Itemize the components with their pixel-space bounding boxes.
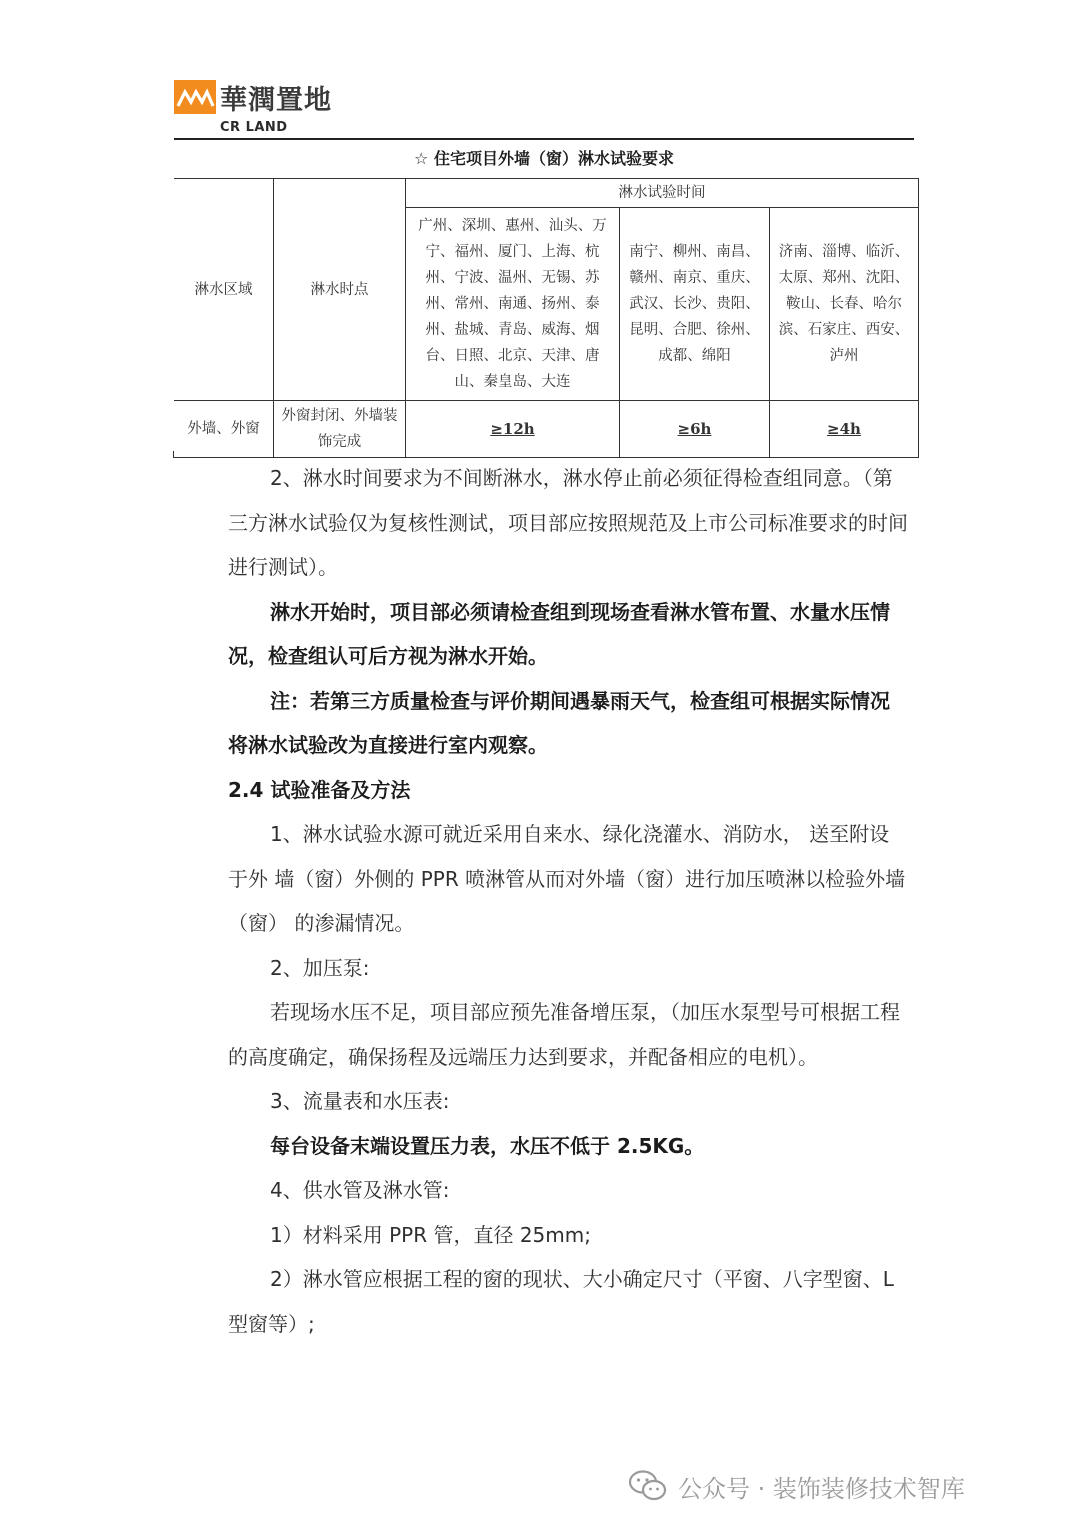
wechat-icon xyxy=(628,1469,668,1503)
paragraph-rain-duration: 2、淋水时间要求为不间断淋水，淋水停止前必须征得检查组同意。（第三方淋水试验仅为复核性测试，项目部应按照规范及上市公司标准要求的时间进行测试）。 xyxy=(228,466,908,579)
header-rule xyxy=(174,138,914,140)
paragraph-pipe-material: 1）材料采用 PPR 管，直径 25mm; xyxy=(270,1222,591,1247)
header-timepoint: 淋水时点 xyxy=(274,179,406,401)
city-group-3: 济南、淄博、临沂、太原、郑州、沈阳、鞍山、长春、哈尔滨、石家庄、西安、泸州 xyxy=(770,208,919,401)
paragraph-note: 注：若第三方质量检查与评价期间遇暴雨天气，检查组可根据实际情况将淋水试验改为直接进行室内观察。 xyxy=(228,688,890,757)
header-test-time: 淋水试验时间 xyxy=(406,179,919,208)
paragraph-pump-heading: 2、加压泵: xyxy=(270,955,370,980)
paragraph-pump: 若现场水压不足，项目部应预先准备增压泵，（加压水泵型号可根据工程的高度确定，确保扬程及远端压力达到要求，并配备相应的电机）。 xyxy=(228,1000,900,1069)
watermark-text: 公众号 · 装饰装修技术智库 xyxy=(678,1474,965,1503)
logo-name: 華潤置地 xyxy=(220,85,332,116)
document-body xyxy=(228,456,908,1346)
value-group-3: ≥4h xyxy=(770,401,919,458)
watermark xyxy=(628,1464,1068,1508)
value-group-2: ≥6h xyxy=(620,401,770,458)
row-timepoint: 外窗封闭、外墙装饰完成 xyxy=(274,401,406,458)
paragraph-pressure: 每台设备末端设置压力表，水压不低于 2.5KG。 xyxy=(270,1133,705,1158)
paragraph-meters-heading: 3、流量表和水压表: xyxy=(270,1089,450,1113)
paragraph-rain-start: 淋水开始时，项目部必须请检查组到现场查看淋水管布置、水量水压情况，检查组认可后方视为淋水开始。 xyxy=(228,599,890,668)
rain-test-table xyxy=(173,178,919,458)
paragraph-pipe-size: 2）淋水管应根据工程的窗的现状、大小确定尺寸（平窗、八字型窗、L 型窗等）; xyxy=(228,1267,894,1336)
table-title: ☆ 住宅项目外墙（窗）淋水试验要求 xyxy=(414,149,674,168)
paragraph-water-source: 1、淋水试验水源可就近采用自来水、绿化浇灌水、消防水， 送至附设于外 墙（窗）外侧的 PPR 喷淋管从而对外墙（窗）进行加压喷淋以检验外墙（窗） 的渗漏情况。 xyxy=(228,822,906,935)
paragraph-pipes-heading: 4、供水管及淋水管: xyxy=(270,1178,450,1202)
city-group-2: 南宁、柳州、南昌、赣州、南京、重庆、武汉、长沙、贵阳、昆明、合肥、徐州、成都、绵阳 xyxy=(620,208,770,401)
logo-subtitle: CR LAND xyxy=(220,120,288,135)
header-region: 淋水区域 xyxy=(174,179,274,401)
cr-land-logo xyxy=(174,76,334,138)
value-group-1: ≥12h xyxy=(406,401,620,458)
city-group-1: 广州、深圳、惠州、汕头、万宁、福州、厦门、上海、杭州、宁波、温州、无锡、苏州、常州、南通、扬州、泰州、盐城、青岛、威海、烟台、日照、北京、天津、唐山、秦皇岛、大连 xyxy=(406,208,620,401)
row-region: 外墙、外窗 xyxy=(174,401,274,458)
section-heading: 2.4 试验准备及方法 xyxy=(228,777,411,802)
table-open-edge xyxy=(166,177,174,451)
cr-land-mark-icon xyxy=(174,80,216,114)
